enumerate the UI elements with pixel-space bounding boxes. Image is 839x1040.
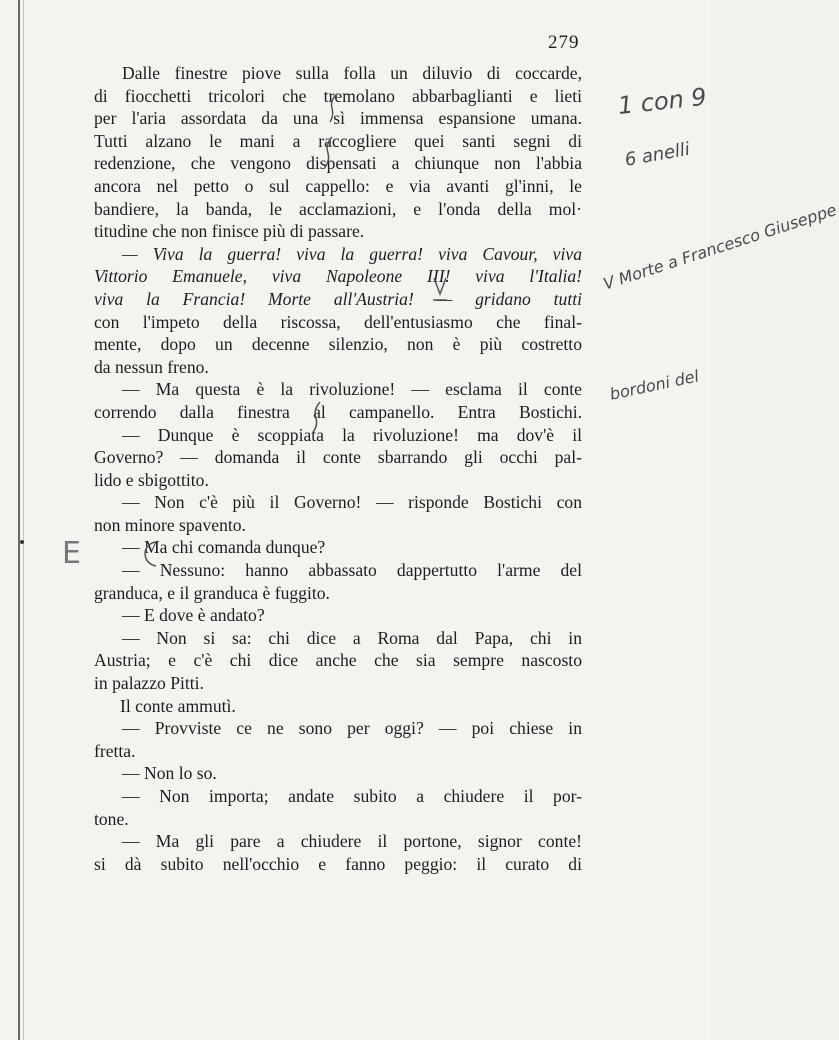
text-line: mente, dopo un decenne silenzio, non è più costretto xyxy=(94,334,582,355)
text-line: lido e sbigottito. xyxy=(94,469,209,490)
text-line: non minore spavento. xyxy=(94,514,246,535)
pencil-insert-mark xyxy=(430,276,450,310)
text-line: Tutti alzano le mani a raccogliere quei santi segni di xyxy=(94,130,582,151)
text-line: redenzione, che vengono dispensati a chiunque non l'abbia xyxy=(94,153,582,174)
text-line: si dà subito nell'occhio e fanno peggio: il curato di xyxy=(94,853,582,874)
margin-letter-mark: E xyxy=(62,536,81,571)
text-line: — Ma chi comanda dunque? xyxy=(122,537,326,558)
text-line: ancora nel petto o sul cappello: e via avanti gl'inni, le xyxy=(94,175,582,196)
page-number: 279 xyxy=(548,32,580,53)
text-line: — Non c'è più il Governo! — risponde Bostichi con xyxy=(122,492,582,513)
binding-edge xyxy=(18,0,20,1040)
text-line: Governo? — domanda il conte sbarrando gli occhi pal- xyxy=(94,447,582,468)
text-line: fretta. xyxy=(94,740,136,761)
text-line: — Viva la guerra! viva la guerra! viva Cavour, viva xyxy=(122,243,582,264)
body-text xyxy=(94,62,582,875)
text-line: in palazzo Pitti. xyxy=(94,673,204,694)
text-line: granduca, e il granduca è fuggito. xyxy=(94,582,330,603)
text-line: per l'aria assordata da una sì immensa espansione umana. xyxy=(94,108,582,129)
text-line: — Nessuno: hanno abbassato dappertutto l'arme del xyxy=(122,560,582,581)
text-line: — Non lo so. xyxy=(122,763,217,784)
text-line: — Ma questa è la rivoluzione! — esclama il conte xyxy=(122,379,582,400)
text-line: — Non importa; andate subito a chiudere il por- xyxy=(122,786,582,806)
text-line: bandiere, la banda, le acclamazioni, e l'onda della mol· xyxy=(94,198,582,219)
text-line: Il conte ammutì. xyxy=(120,695,236,716)
pencil-bracket-mark xyxy=(327,92,341,124)
text-line: titudine che non finisce più di passare. xyxy=(94,221,365,242)
margin-annotation: bordoni del xyxy=(608,366,701,404)
binding-edge-shadow xyxy=(23,0,24,1040)
pencil-bracket-mark xyxy=(310,400,324,434)
binding-mark xyxy=(20,540,24,544)
text-line: — Non si sa: chi dice a Roma dal Papa, chi in xyxy=(122,627,582,648)
text-line: da nessun freno. xyxy=(94,356,209,377)
pencil-circle-mark xyxy=(141,539,167,569)
margin-annotation: V Morte a Francesco Giuseppe xyxy=(600,200,839,294)
margin-annotation: 1 con 9 xyxy=(616,82,708,120)
text-line: — Provviste ce ne sono per oggi? — poi chiese in xyxy=(122,718,582,739)
text-line: Austria; e c'è chi dice anche che sia sempre nascosto xyxy=(94,650,582,671)
text-line: — Dunque è scoppiata la rivoluzione! ma dov'è il xyxy=(122,424,582,445)
text-line: con l'impeto della riscossa, dell'entusiasmo che final- xyxy=(94,311,582,332)
text-line: correndo dalla finestra al campanello. Entra Bostichi. xyxy=(94,401,582,422)
text-line: tone. xyxy=(94,808,129,829)
pencil-bracket-mark xyxy=(322,135,336,169)
text-line: viva la Francia! Morte all'Austria! — gridano tutti xyxy=(94,288,582,309)
text-line: Dalle finestre piove sulla folla un diluvio di coccarde, xyxy=(122,63,582,83)
margin-annotation: 6 anelli xyxy=(623,138,692,171)
text-line: Vittorio Emanuele, viva Napoleone III! viva l'Italia! xyxy=(94,266,582,287)
text-line: — E dove è andato? xyxy=(122,605,265,626)
text-line: di fiocchetti tricolori che tremolano abbarbaglianti e lieti xyxy=(94,85,582,106)
text-line: — Ma gli pare a chiudere il portone, signor conte! xyxy=(122,831,582,852)
